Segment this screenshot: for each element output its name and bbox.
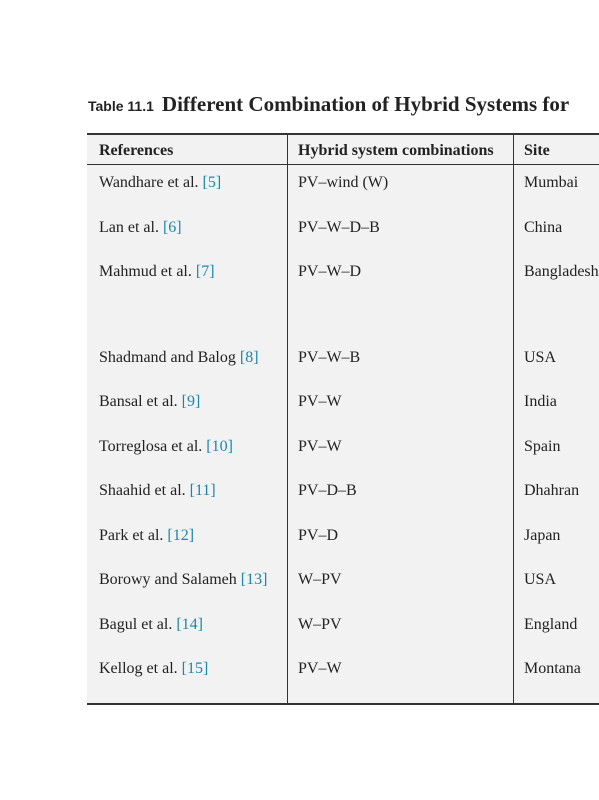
table-title: Different Combination of Hybrid Systems for: [161, 92, 570, 116]
citation-link[interactable]: [15]: [181, 660, 209, 677]
combination-cell: W–PV: [298, 616, 342, 633]
citation-link[interactable]: [7]: [195, 263, 215, 280]
reference-cell: [99, 219, 182, 237]
combination-cell: PV–D–B: [298, 482, 357, 499]
combination-cell: PV–W: [298, 438, 342, 455]
citation-link[interactable]: [10]: [206, 438, 233, 455]
column-divider: [287, 135, 288, 703]
citation-link[interactable]: [6]: [162, 219, 182, 236]
combination-cell: PV–W–D–B: [298, 219, 380, 236]
combination-cell: PV–W: [298, 660, 342, 677]
header-references: References: [99, 142, 174, 159]
site-cell: India: [524, 393, 557, 410]
author-name: Park et al.: [99, 527, 164, 544]
site-cell: Bangladesh: [524, 263, 599, 280]
reference-cell: [99, 174, 221, 192]
author-name: Lan et al.: [99, 219, 159, 236]
author-name: Torreglosa et al.: [99, 438, 203, 455]
reference-cell: [99, 660, 208, 678]
site-cell: USA: [524, 349, 557, 366]
reference-cell: [99, 527, 194, 545]
citation-link[interactable]: [14]: [176, 616, 203, 633]
citation-link[interactable]: [11]: [189, 482, 216, 499]
reference-cell: [99, 616, 203, 634]
citation-link[interactable]: [5]: [202, 174, 222, 191]
site-cell: USA: [524, 571, 557, 588]
hybrid-systems-table: [87, 133, 599, 705]
site-cell: England: [524, 616, 578, 633]
site-cell: Mumbai: [524, 174, 579, 191]
combination-cell: W–PV: [298, 571, 342, 588]
table-number: Table 11.1: [88, 98, 154, 114]
reference-cell: [99, 571, 267, 589]
reference-cell: [99, 482, 216, 500]
header-hybrid-combinations: Hybrid system combinations: [298, 142, 494, 159]
author-name: Bansal et al.: [99, 393, 178, 410]
header-divider: [87, 164, 599, 165]
citation-link[interactable]: [12]: [167, 527, 195, 544]
author-name: Wandhare et al.: [99, 174, 199, 191]
author-name: Borowy and Salameh: [99, 571, 237, 588]
reference-cell: [99, 438, 233, 456]
reference-cell: [99, 263, 215, 281]
author-name: Shadmand and Balog: [99, 349, 236, 366]
combination-cell: PV–D: [298, 527, 339, 544]
citation-link[interactable]: [9]: [181, 393, 201, 410]
combination-cell: PV–W: [298, 393, 342, 410]
reference-cell: [99, 349, 259, 367]
citation-link[interactable]: [8]: [239, 349, 259, 366]
site-cell: Japan: [524, 527, 561, 544]
site-cell: Montana: [524, 660, 581, 677]
site-cell: China: [524, 219, 563, 236]
reference-cell: [99, 393, 200, 411]
citation-link[interactable]: [13]: [240, 571, 268, 588]
table-caption: [88, 92, 569, 117]
combination-cell: PV–wind (W): [298, 174, 389, 191]
site-cell: Spain: [524, 438, 561, 455]
column-divider: [513, 135, 514, 703]
author-name: Mahmud et al.: [99, 263, 192, 280]
combination-cell: PV–W–B: [298, 349, 361, 366]
site-cell: Dhahran: [524, 482, 580, 499]
author-name: Kellog et al.: [99, 660, 178, 677]
author-name: Shaahid et al.: [99, 482, 186, 499]
combination-cell: PV–W–D: [298, 263, 362, 280]
header-site: Site: [524, 142, 550, 159]
author-name: Bagul et al.: [99, 616, 173, 633]
